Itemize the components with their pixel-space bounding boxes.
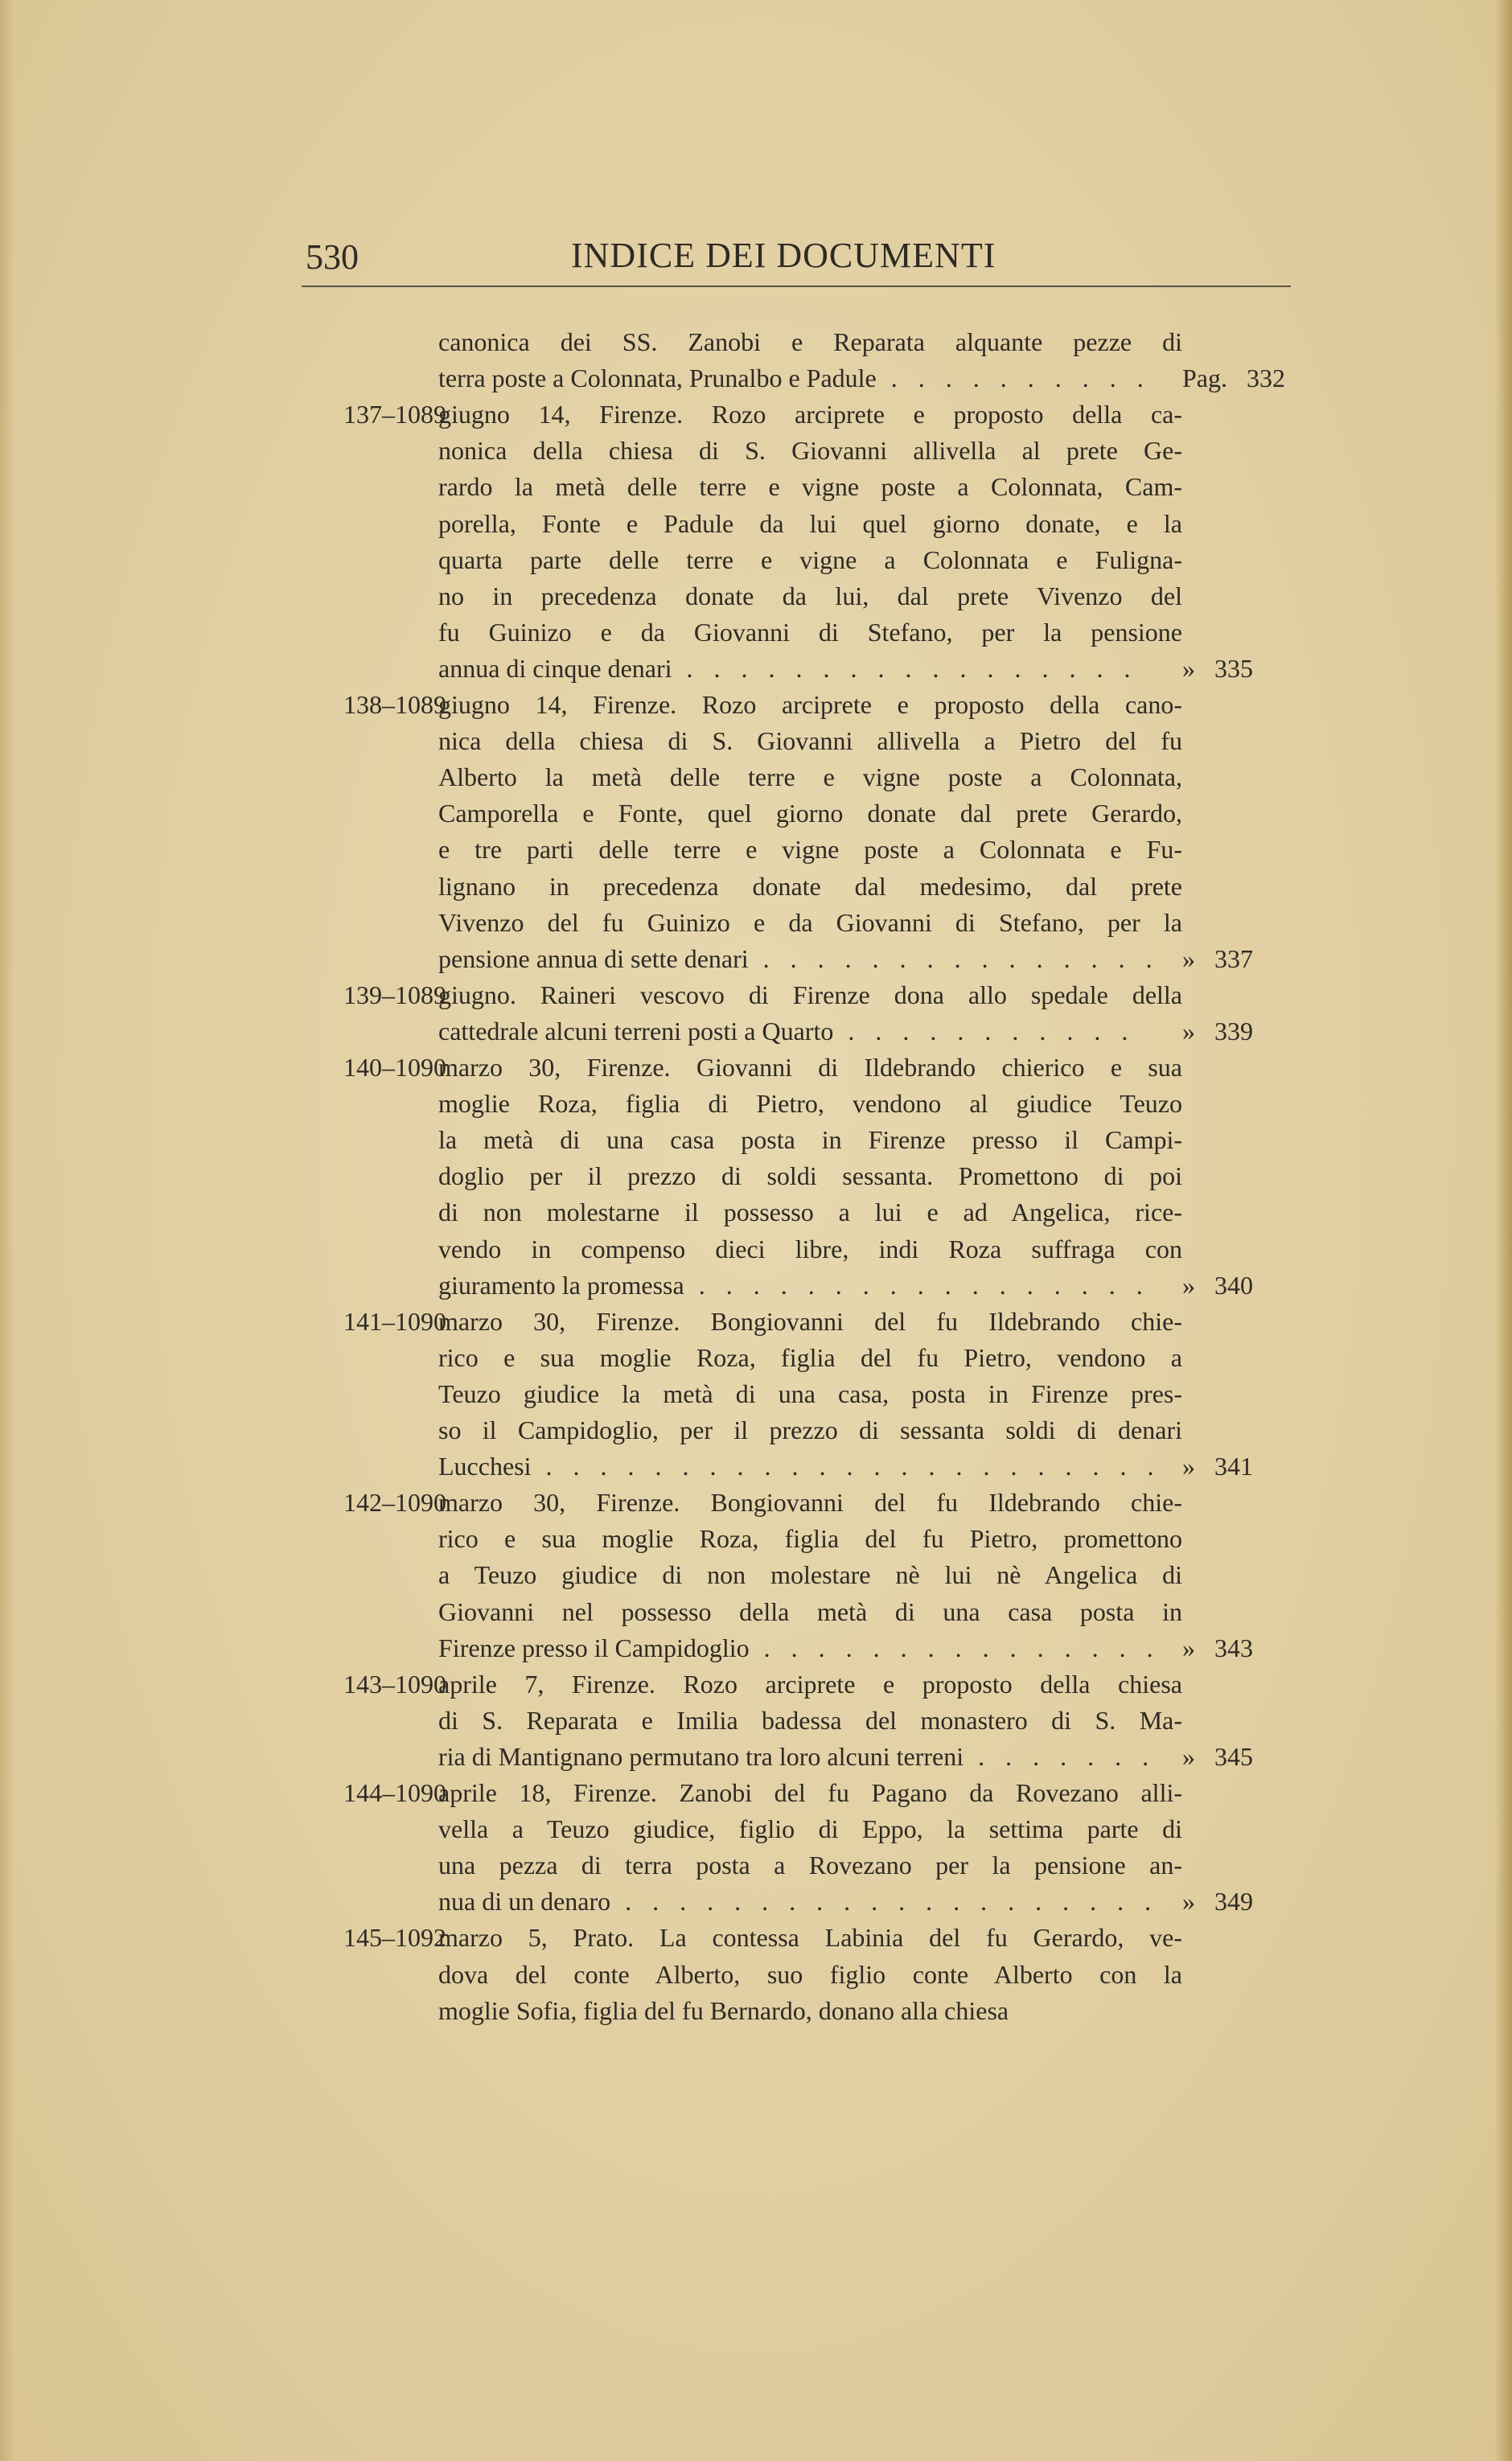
- entry-text-line: giugno 14, Firenze. Rozo arciprete e proposto della ca-: [438, 400, 1182, 429]
- entry-text-line: Alberto la metà delle terre e vigne poste a Colonnata,: [438, 762, 1182, 792]
- entry-text-line: marzo 30, Firenze. Giovanni di Ildebrando chierico e sua: [438, 1053, 1182, 1082]
- running-head-title: INDICE DEI DOCUMENTI: [571, 236, 996, 275]
- entry-text-line: annua di cinque denari: [438, 653, 672, 683]
- entry-text-line: nica della chiesa di S. Giovanni allivella a Pietro del fu: [438, 726, 1182, 756]
- entry-text-line: marzo 30, Firenze. Bongiovanni del fu Ildebrando chie-: [438, 1306, 1182, 1336]
- entry-number: 144–1090: [343, 1778, 446, 1807]
- entry-text-line: a Teuzo giudice di non molestare nè lui nè Angelica di: [438, 1560, 1182, 1590]
- leader-dots: .................: [686, 653, 1152, 683]
- entry-text-line: ria di Mantignano permutano tra loro alcuni terreni: [438, 1741, 964, 1771]
- page-reference-number: 345: [1214, 1741, 1253, 1771]
- entry-text-line: rico e sua moglie Roza, figlia del fu Pietro, vendono a: [438, 1342, 1182, 1372]
- entry-text-line: marzo 5, Prato. La contessa Labinia del fu Gerardo, ve-: [438, 1923, 1182, 1953]
- page-reference-mark: »: [1182, 1016, 1195, 1046]
- entry-text-line: vella a Teuzo giudice, figlio di Eppo, la settima parte di: [438, 1814, 1182, 1844]
- entry-text-line: Firenze presso il Campidoglio: [438, 1633, 750, 1662]
- page-reference: [1182, 940, 1311, 977]
- entry-text-line: vendo in compenso dieci libre, indi Roza suffraga con: [438, 1234, 1182, 1263]
- entry-text-line: nua di un denaro: [438, 1887, 611, 1917]
- leader-dots: ....................: [625, 1887, 1173, 1917]
- entry-text-line: giugno. Raineri vescovo di Firenze dona allo spedale della: [438, 980, 1182, 1009]
- entry-text-line: moglie Roza, figlia di Pietro, vendono al giudice Teuzo: [438, 1089, 1182, 1119]
- page-reference-number: 332: [1247, 364, 1285, 393]
- entry-number: 143–1090: [343, 1669, 446, 1699]
- entry-text-line: una pezza di terra posta a Rovezano per la pensione an-: [438, 1851, 1182, 1880]
- entry-text-line: rardo la metà delle terre e vigne poste a Colonnata, Cam-: [438, 472, 1182, 502]
- leader-dots: .................: [698, 1270, 1164, 1300]
- entry-number: 142–1090: [343, 1488, 446, 1518]
- page-reference: [1182, 359, 1311, 396]
- page-reference-number: 337: [1214, 943, 1253, 973]
- entry-text-line: cattedrale alcuni terreni posti a Quarto: [438, 1016, 834, 1046]
- entry-number: 138–1089: [343, 690, 446, 719]
- page-reference-mark: »: [1182, 1741, 1195, 1771]
- page-reference: [1182, 1013, 1311, 1050]
- page-number: 530: [306, 237, 359, 277]
- leader-dots: ...............: [762, 943, 1173, 973]
- page-reference: [1182, 1883, 1311, 1920]
- entry-text-line: rico e sua moglie Roza, figlia del fu Pietro, promettono: [438, 1524, 1182, 1554]
- page-reference-mark: »: [1182, 653, 1195, 683]
- entry-text-line: Giovanni nel possesso della metà di una casa posta in: [438, 1596, 1182, 1626]
- leader-dots: ..........: [890, 364, 1165, 393]
- page-reference-number: 341: [1214, 1452, 1253, 1481]
- page-edge-shadow-left: [0, 0, 14, 2461]
- entry-text-line: giugno 14, Firenze. Rozo arciprete e proposto della cano-: [438, 690, 1182, 719]
- page-reference-number: 335: [1214, 653, 1253, 683]
- entry-number: 140–1090: [343, 1053, 446, 1082]
- entry-text-line: Teuzo giudice la metà di una casa, posta in Firenze pres-: [438, 1378, 1182, 1408]
- page-reference: [1182, 650, 1311, 687]
- entry-text-line: lignano in precedenza donate dal medesimo, dal prete: [438, 871, 1182, 901]
- entry-text-line: dova del conte Alberto, suo figlio conte Alberto con la: [438, 1959, 1182, 1989]
- page-reference-number: 349: [1214, 1887, 1253, 1917]
- entry-text-line: marzo 30, Firenze. Bongiovanni del fu Ildebrando chie-: [438, 1488, 1182, 1518]
- entry-text-line: porella, Fonte e Padule da lui quel giorno donate, e la: [438, 508, 1182, 538]
- entry-text-line: giuramento la promessa: [438, 1270, 684, 1300]
- page-reference: [1182, 1267, 1311, 1304]
- page-reference-number: 343: [1214, 1633, 1253, 1662]
- entry-text-line: Camporella e Fonte, quel giorno donate dal prete Gerardo,: [438, 799, 1182, 828]
- leader-dots: .......: [978, 1741, 1170, 1771]
- page-reference: [1182, 1448, 1311, 1485]
- entry-text-line: e tre parti delle terre e vigne poste a Colonnata e Fu-: [438, 835, 1182, 865]
- page-reference-mark: »: [1182, 1452, 1195, 1481]
- entry-text-line: pensione annua di sette denari: [438, 943, 749, 973]
- page-reference-number: 340: [1214, 1270, 1253, 1300]
- entry-text-line: aprile 18, Firenze. Zanobi del fu Pagano da Rovezano alli-: [438, 1778, 1182, 1807]
- entry-number: 137–1089: [343, 400, 446, 429]
- entry-text-line: aprile 7, Firenze. Rozo arciprete e proposto della chiesa: [438, 1669, 1182, 1699]
- leader-dots: .......................: [545, 1452, 1175, 1481]
- entry-text-line: di S. Reparata e Imilia badessa del monastero di S. Ma-: [438, 1705, 1182, 1735]
- page-reference-mark: »: [1182, 943, 1195, 973]
- entry-text-line: no in precedenza donate da lui, dal prete Vivenzo del: [438, 581, 1182, 610]
- entry-number: 141–1090: [343, 1306, 446, 1336]
- page-reference-mark: »: [1182, 1633, 1195, 1662]
- page-edge-shadow-right: [1494, 0, 1512, 2461]
- entry-text-line: moglie Sofia, figlia del fu Bernardo, donano alla chiesa: [438, 1995, 1009, 2025]
- entry-text-line: la metà di una casa posta in Firenze presso il Campi-: [438, 1125, 1182, 1155]
- header-rule: [302, 286, 1291, 287]
- entry-text-line: terra poste a Colonnata, Prunalbo e Padule: [438, 364, 877, 393]
- entry-text-line: Vivenzo del fu Guinizo e da Giovanni di Stefano, per la: [438, 907, 1182, 937]
- page-reference-mark: »: [1182, 1887, 1195, 1917]
- entry-text-line: nonica della chiesa di S. Giovanni allivella al prete Ge-: [438, 436, 1182, 466]
- entry-text-line: Lucchesi: [438, 1452, 532, 1481]
- entry-text-line: doglio per il prezzo di soldi sessanta. Promettono di poi: [438, 1161, 1182, 1191]
- entry-number: 139–1089: [343, 980, 446, 1009]
- page-reference-mark: »: [1182, 1270, 1195, 1300]
- entry-number: 145–1092: [343, 1923, 446, 1953]
- entry-text-line: quarta parte delle terre e vigne a Colonnata e Fuligna-: [438, 544, 1182, 574]
- entry-text-line: canonica dei SS. Zanobi e Reparata alquante pezze di: [438, 327, 1182, 356]
- leader-dots: ...............: [763, 1633, 1174, 1662]
- entry-text-line: fu Guinizo e da Giovanni di Stefano, per la pensione: [438, 617, 1182, 647]
- entry-text-line: di non molestarne il possesso a lui e ad Angelica, rice-: [438, 1198, 1182, 1227]
- page-reference: [1182, 1629, 1311, 1666]
- page-reference-number: 339: [1214, 1016, 1253, 1046]
- page-reference: [1182, 1738, 1311, 1775]
- page-reference-mark: Pag.: [1182, 364, 1227, 393]
- entry-text-line: so il Campidoglio, per il prezzo di sessanta soldi di denari: [438, 1415, 1182, 1444]
- leader-dots: ...........: [848, 1016, 1149, 1046]
